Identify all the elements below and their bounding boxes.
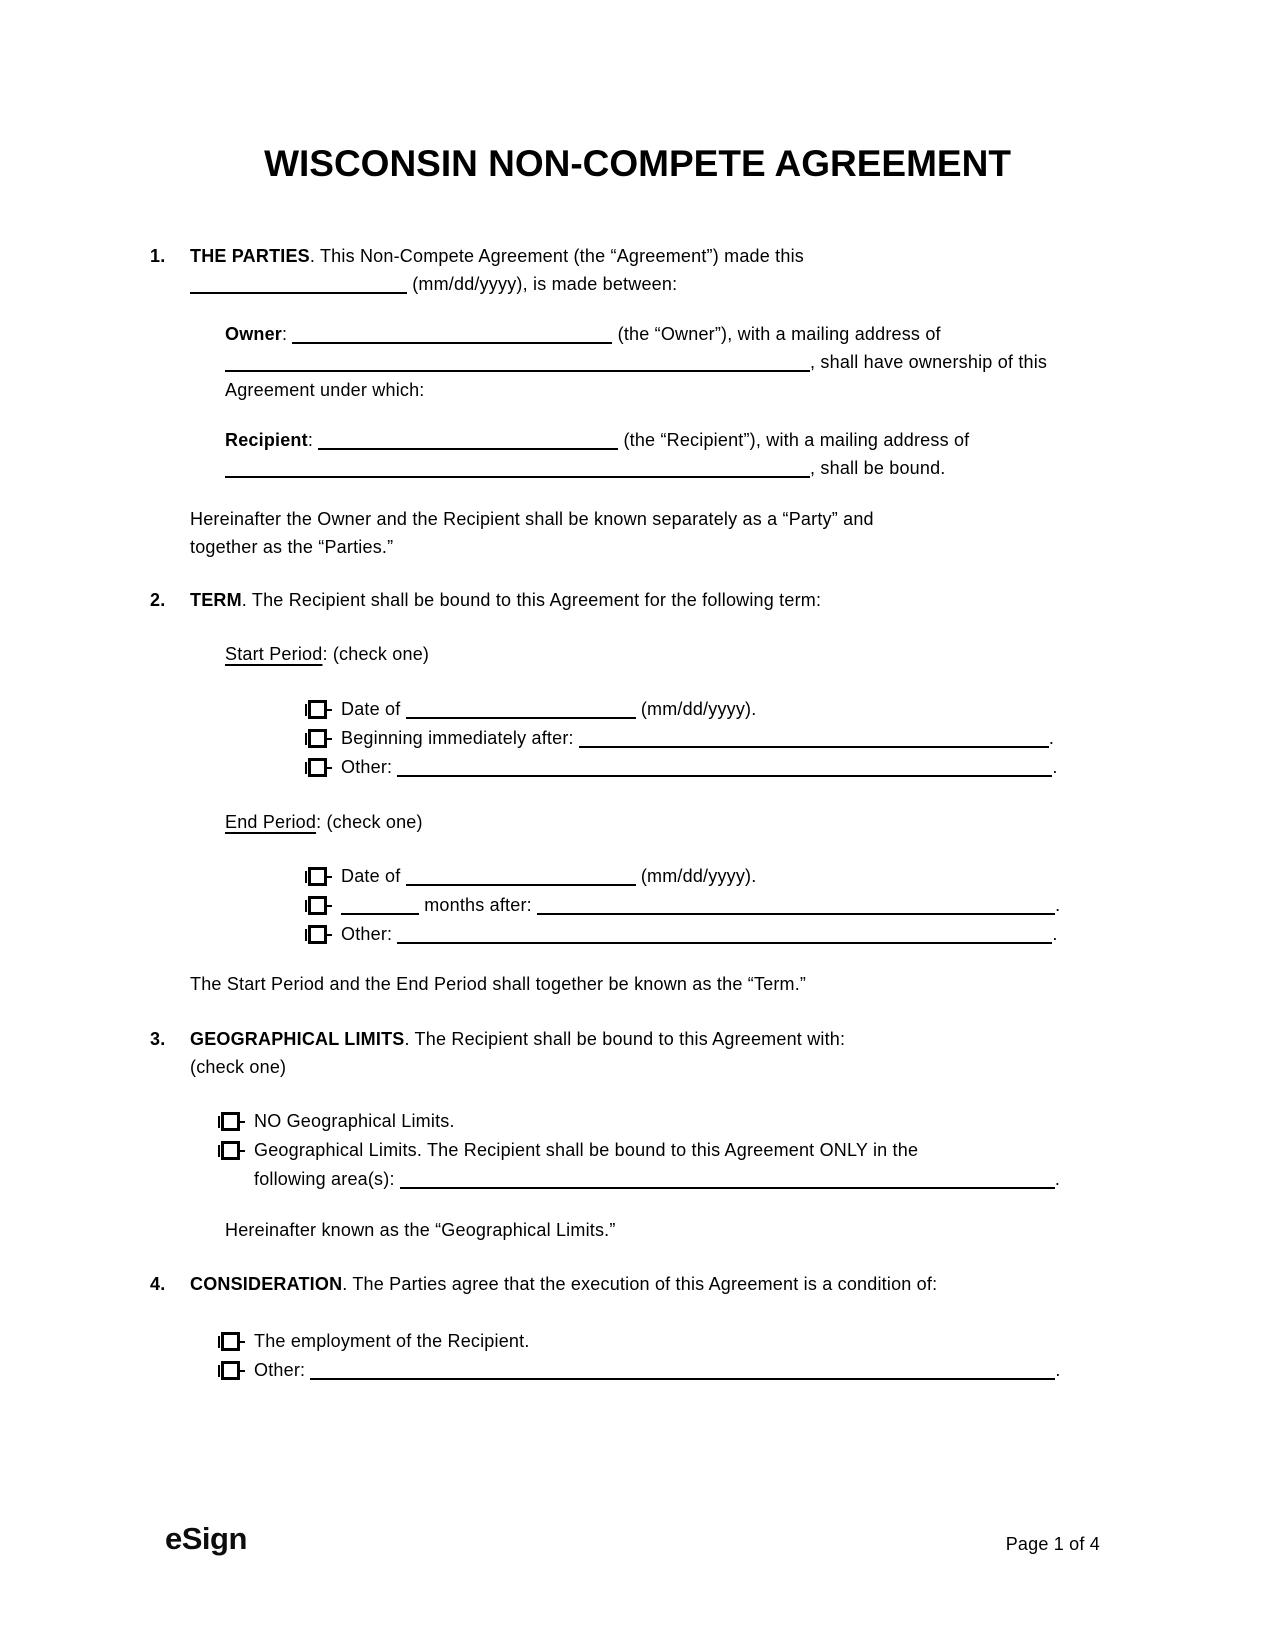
parties-heading: THE PARTIES <box>190 246 310 266</box>
checkbox-mark <box>305 704 307 716</box>
geo-limits-text-line1: Geographical Limits. The Recipient shall be bound to this Agreement ONLY in the <box>254 1140 919 1160</box>
agreement-date-blank[interactable] <box>190 292 407 294</box>
recipient-name-blank[interactable] <box>318 448 618 450</box>
start-date-blank[interactable] <box>406 717 636 719</box>
consideration-other-checkbox[interactable] <box>218 1361 245 1380</box>
parties-note-line2: together as the “Parties.” <box>190 537 394 557</box>
end-date-post-text: (mm/dd/yyyy). <box>640 866 757 886</box>
start-date-row <box>305 695 1070 724</box>
end-date-row <box>305 862 1070 891</box>
checkbox-mark <box>240 1121 245 1123</box>
recipient-colon: : <box>307 430 314 450</box>
section-3-number: 3. <box>150 1029 166 1049</box>
start-other-row <box>305 753 1070 782</box>
end-period-options <box>305 862 1070 949</box>
checkbox-mark <box>240 1341 245 1343</box>
end-other-blank[interactable] <box>397 942 1052 944</box>
start-period-check-one-text: : (check one) <box>322 644 430 664</box>
geo-area-blank[interactable] <box>400 1187 1055 1189</box>
checkbox-mark <box>221 1361 240 1380</box>
esign-logo: eSign <box>165 1521 247 1556</box>
term-lead-text: . The Recipient shall be bound to this Agreement for the following term: <box>241 590 822 610</box>
consideration-options <box>218 1327 1070 1385</box>
geo-heading: GEOGRAPHICAL LIMITS <box>190 1029 405 1049</box>
no-geo-row <box>218 1107 1070 1136</box>
section-2-number: 2. <box>150 590 166 610</box>
owner-name-blank[interactable] <box>292 342 612 344</box>
checkbox-mark <box>308 700 327 719</box>
parties-after-date-text: (mm/dd/yyyy), is made between: <box>412 274 678 294</box>
term-note-text: The Start Period and the End Period shall together be known as the “Term.” <box>190 974 807 994</box>
start-begin-post-text: . <box>1048 728 1055 748</box>
recipient-after-address-text: , shall be bound. <box>810 458 946 478</box>
checkbox-mark <box>221 1141 240 1160</box>
end-date-blank[interactable] <box>406 884 636 886</box>
checkbox-mark <box>305 733 307 745</box>
owner-label: Owner <box>225 324 283 344</box>
checkbox-mark <box>218 1116 220 1128</box>
start-period-options <box>305 695 1070 782</box>
employment-text: The employment of the Recipient. <box>254 1331 530 1351</box>
checkbox-mark <box>305 871 307 883</box>
start-begin-row <box>305 724 1070 753</box>
geo-limits-row <box>218 1136 1070 1194</box>
checkbox-mark <box>240 1150 245 1152</box>
consideration-heading: CONSIDERATION <box>190 1274 343 1294</box>
geo-area-post-text: . <box>1054 1169 1061 1189</box>
section-geographical-limits <box>150 1025 1070 1244</box>
end-period-check-one-text: : (check one) <box>316 812 423 832</box>
end-other-checkbox[interactable] <box>305 925 332 944</box>
checkbox-mark <box>221 1332 240 1351</box>
checkbox-mark <box>218 1336 220 1348</box>
end-date-pre-text: Date of <box>341 866 401 886</box>
geo-limits-checkbox[interactable] <box>218 1141 245 1160</box>
section-1-number: 1. <box>150 246 166 266</box>
start-other-post-text: . <box>1052 757 1058 777</box>
recipient-label: Recipient <box>225 430 308 450</box>
geo-area-pre-text: following area(s): <box>254 1169 395 1189</box>
checkbox-mark <box>327 738 332 740</box>
geo-lead-text: . The Recipient shall be bound to this Agreement with: <box>404 1029 846 1049</box>
recipient-after-name-text: (the “Recipient”), with a mailing address of <box>623 430 970 450</box>
end-other-row <box>305 920 1070 949</box>
end-after-blank[interactable] <box>537 913 1055 915</box>
start-period-label: Start Period <box>225 644 323 664</box>
checkbox-mark <box>308 896 327 915</box>
checkbox-mark <box>308 758 327 777</box>
checkbox-mark <box>218 1365 220 1377</box>
section-parties <box>150 242 1070 561</box>
document-title: WISCONSIN NON-COMPETE AGREEMENT <box>264 143 1011 184</box>
end-other-post-text: . <box>1052 924 1058 944</box>
employment-row <box>218 1327 1070 1356</box>
owner-address-blank[interactable] <box>225 370 810 372</box>
checkbox-mark <box>308 925 327 944</box>
page-number: Page 1 of 4 <box>1005 1534 1100 1554</box>
start-begin-pre-text: Beginning immediately after: <box>341 728 574 748</box>
start-other-checkbox[interactable] <box>305 758 332 777</box>
end-date-checkbox[interactable] <box>305 867 332 886</box>
checkbox-mark <box>240 1370 245 1372</box>
end-months-mid-text: months after: <box>424 895 532 915</box>
recipient-address-blank[interactable] <box>225 476 810 478</box>
end-months-blank[interactable] <box>341 913 419 915</box>
consideration-other-post-text: . <box>1055 1360 1061 1380</box>
employment-checkbox[interactable] <box>218 1332 245 1351</box>
start-begin-blank[interactable] <box>579 746 1049 748</box>
owner-after-address-text: , shall have ownership of this <box>810 352 1048 372</box>
parties-lead-text: . This Non-Compete Agreement (the “Agreement”) made this <box>309 246 804 266</box>
end-months-post-text: . <box>1055 895 1061 915</box>
term-heading: TERM <box>190 590 242 610</box>
checkbox-mark <box>327 934 332 936</box>
recipient-block <box>225 426 1070 482</box>
checkbox-mark <box>308 729 327 748</box>
geo-check-one-text: (check one) <box>190 1057 287 1077</box>
checkbox-mark <box>305 900 307 912</box>
start-other-blank[interactable] <box>397 775 1052 777</box>
checkbox-mark <box>305 762 307 774</box>
checkbox-mark <box>327 905 332 907</box>
parties-note <box>190 505 1070 561</box>
checkbox-mark <box>327 709 332 711</box>
end-months-row <box>305 891 1070 920</box>
checkbox-mark <box>221 1112 240 1131</box>
consideration-other-blank[interactable] <box>310 1378 1055 1380</box>
parties-note-line1: Hereinafter the Owner and the Recipient shall be known separately as a “Party” and <box>190 509 874 529</box>
consideration-other-row <box>218 1356 1070 1385</box>
section-4-number: 4. <box>150 1274 166 1294</box>
end-other-pre-text: Other: <box>341 924 393 944</box>
consideration-other-pre-text: Other: <box>254 1360 306 1380</box>
start-date-post-text: (mm/dd/yyyy). <box>640 699 757 719</box>
start-begin-checkbox[interactable] <box>305 729 332 748</box>
owner-colon: : <box>282 324 288 344</box>
geo-note-text: Hereinafter known as the “Geographical Limits.” <box>225 1220 616 1240</box>
no-geo-checkbox[interactable] <box>218 1112 245 1131</box>
geo-options <box>218 1107 1070 1194</box>
start-date-pre-text: Date of <box>341 699 401 719</box>
owner-line3-text: Agreement under which: <box>225 380 425 400</box>
section-consideration <box>150 1270 1070 1385</box>
consideration-lead-text: . The Parties agree that the execution of this Agreement is a condition of: <box>342 1274 938 1294</box>
no-geo-text: NO Geographical Limits. <box>254 1111 455 1131</box>
checkbox-mark <box>305 929 307 941</box>
checkbox-mark <box>327 767 332 769</box>
checkbox-mark <box>308 867 327 886</box>
end-months-checkbox[interactable] <box>305 896 332 915</box>
checkbox-mark <box>218 1145 220 1157</box>
start-other-pre-text: Other: <box>341 757 393 777</box>
owner-block <box>225 320 1070 404</box>
section-term <box>150 586 1070 998</box>
checkbox-mark <box>327 876 332 878</box>
owner-after-name-text: (the “Owner”), with a mailing address of <box>617 324 941 344</box>
start-date-checkbox[interactable] <box>305 700 332 719</box>
end-period-label: End Period <box>225 812 317 832</box>
